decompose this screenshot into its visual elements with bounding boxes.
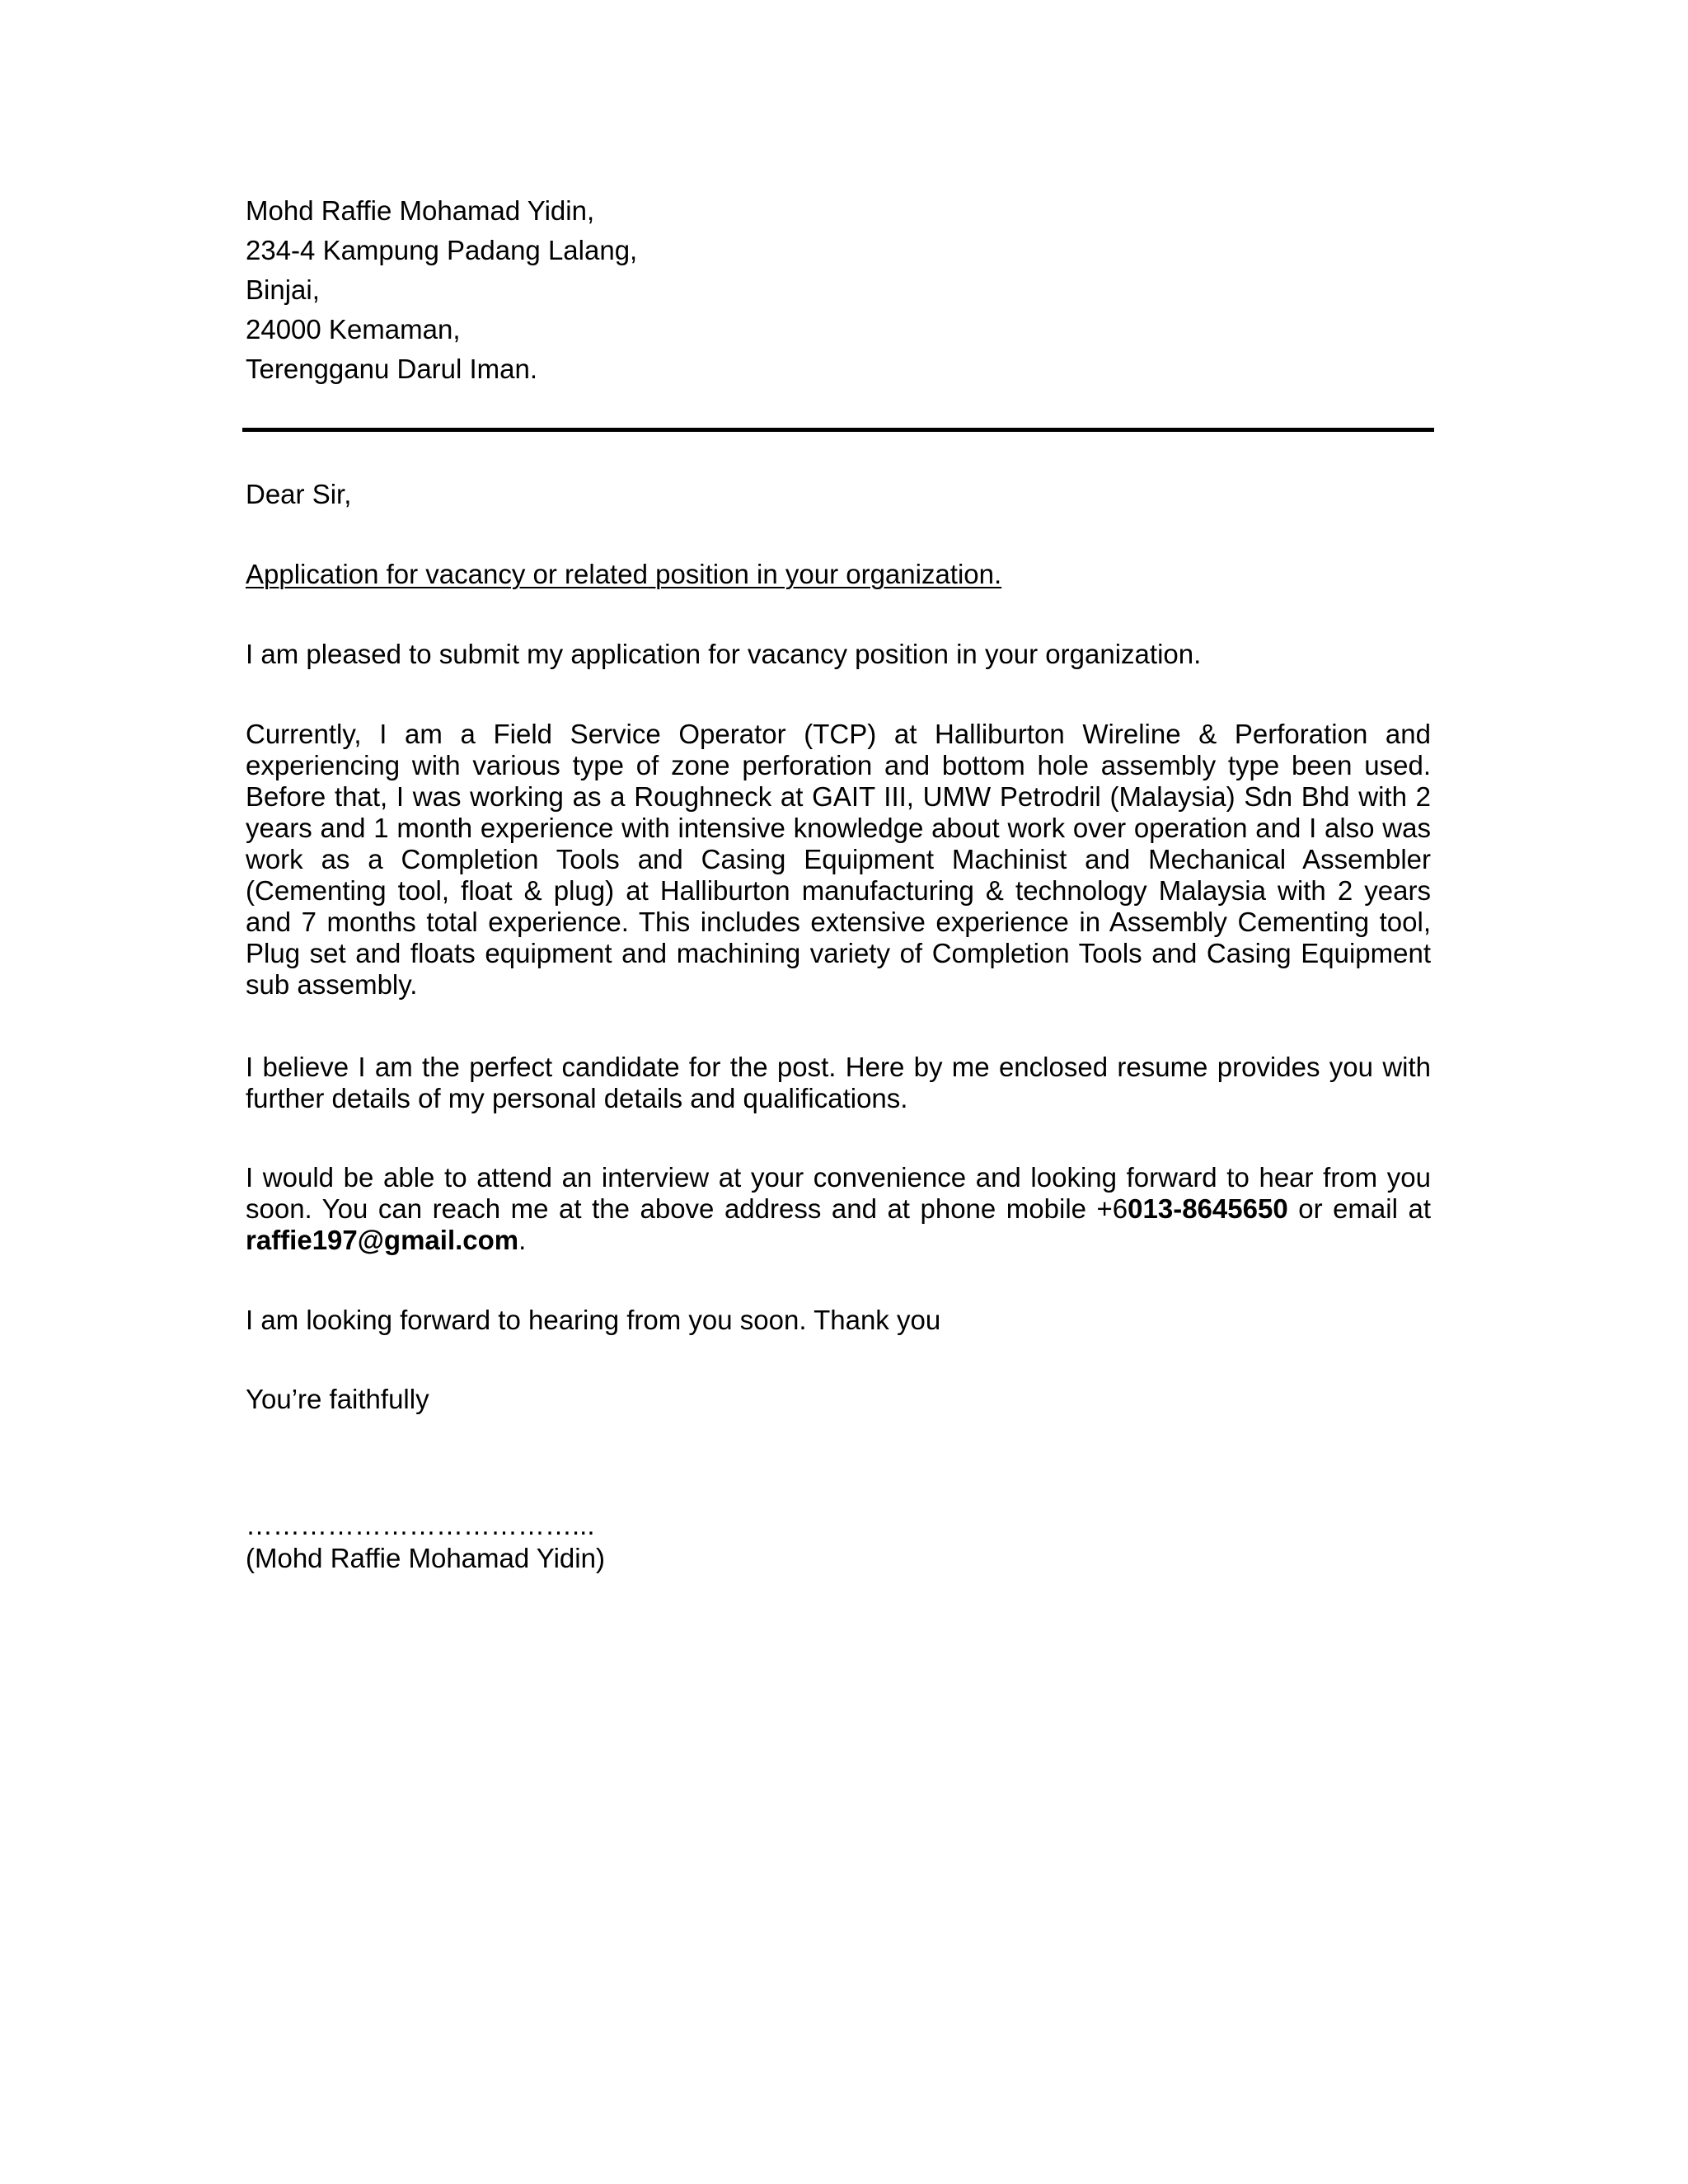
address-line-3: 24000 Kemaman, (246, 314, 461, 344)
contact-text-before-phone: I would be able to attend an interview at your convenience and looking forward to hear from you soon. You can reach me at the above address and at phone mobile +6 (246, 1162, 1431, 1224)
closing-line: I am looking forward to hearing from you soon. Thank you (246, 1305, 941, 1335)
sender-address-block (246, 191, 1431, 389)
valediction: You’re faithfully (246, 1384, 429, 1414)
email-address: raffie197@gmail.com (246, 1225, 519, 1255)
address-line-1: 234-4 Kampung Padang Lalang, (246, 235, 638, 265)
sender-name: Mohd Raffie Mohamad Yidin, (246, 195, 595, 226)
intro-paragraph: I am pleased to submit my application for vacancy position in your organization. (246, 639, 1202, 669)
contact-text-before-email: or email at (1287, 1193, 1431, 1224)
contact-text-after-email: . (518, 1225, 527, 1255)
subject-line: Application for vacancy or related position in your organization. (246, 559, 1002, 589)
address-line-4: Terengganu Darul Iman. (246, 354, 538, 384)
address-line-2: Binjai, (246, 274, 320, 305)
header-divider (242, 428, 1434, 432)
salutation: Dear Sir, (246, 479, 352, 509)
experience-paragraph: Currently, I am a Field Service Operator (TCP) at Halliburton Wireline & Perforation and experiencing with various type of zone perforation and bottom hole assembly type been used. Before that, I was working as a Roughneck at GAIT III, UMW Petrodril (Malaysia) Sdn Bhd with 2 years and 1 month experience with intensive knowledge about work over operation and I also was work as a Completion Tools and Casing Equipment Machinist and Mechanical Assembler (Cementing tool, float & plug) at Halliburton manufacturing & technology Malaysia with 2 years and 7 months total experience. This includes extensive experience in Assembly Cementing tool, Plug set and floats equipment and machining variety of Completion Tools and Casing Equipment sub assembly. (246, 719, 1431, 1000)
belief-paragraph: I believe I am the perfect candidate for the post. Here by me enclosed resume provides you with further details of my personal details and qualifications. (246, 1052, 1431, 1113)
phone-number: 013-8645650 (1128, 1193, 1288, 1224)
signature-name: (Mohd Raffie Mohamad Yidin) (246, 1543, 605, 1573)
contact-paragraph (246, 1162, 1431, 1256)
signature-line: ………………………………... (246, 1510, 595, 1540)
